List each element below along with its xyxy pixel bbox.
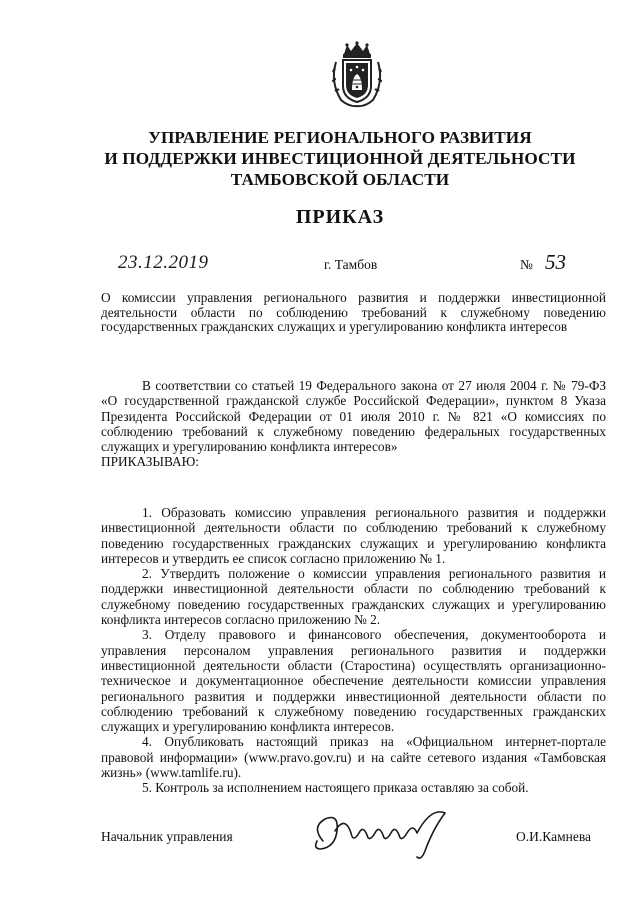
order-item-3: 3. Отделу правового и финансового обеспечения, документооборота и управления персоналом управления регионального развития и поддержки инвестиционной деятельности области (Старостина) осуществлять организационно-техническое и документационное обеспечение деятельности комиссии управления регионального развития и поддержки инвестиционной деятельности области по соблюдению требований к служебному поведению государственных гражданских служащих и урегулированию конфликта интересов.: [101, 627, 606, 735]
org-line-1: УПРАВЛЕНИЕ РЕГИОНАЛЬНОГО РАЗВИТИЯ: [148, 128, 532, 147]
org-line-3: ТАМБОВСКОЙ ОБЛАСТИ: [230, 170, 450, 189]
order-items: [101, 505, 606, 796]
order-item-4: 4. Опубликовать настоящий приказ на «Официальном интернет-портале правовой информации» (www.pravo.gov.ru) и на сайте сетевого издания «Тамбовская жизнь» (www.tamlife.ru).: [101, 734, 606, 781]
handwritten-date: 23.12.2019: [118, 252, 209, 273]
order-item-2: 2. Утвердить положение о комиссии управления регионального развития и поддержки инвестиционной деятельности области по соблюдению требований к служебному поведению государственных гражданских служащих и урегулированию конфликта интересов согласно приложению № 2.: [101, 566, 606, 628]
signatory-title: Начальник управления: [101, 829, 233, 844]
order-item-1: 1. Образовать комиссию управления регионального развития и поддержки инвестиционной деятельности области по соблюдению требований к служебному поведению государственных гражданских служащих и урегулированию конфликта интересов и утвердить ее список согласно приложению № 1.: [101, 505, 606, 566]
order-verb: ПРИКАЗЫВАЮ:: [101, 454, 199, 470]
handwritten-signature: [305, 803, 460, 863]
coat-of-arms-icon: [327, 40, 387, 110]
handwritten-number: 53: [545, 250, 566, 274]
organization-name: [60, 127, 620, 190]
document-type-title: ПРИКАЗ: [295, 206, 385, 228]
city-label: г. Тамбов: [324, 257, 378, 272]
number-sign: №: [520, 257, 533, 272]
signatory-name: О.И.Камнева: [516, 829, 592, 844]
preamble-text: В соответствии со статьей 19 Федерального закона от 27 июля 2004 г. № 79-ФЗ «О государственной гражданской службе Российской Федерации», пунктом 8 Указа Президента Российской Федерации от 01 июля 2010 г. № 821 «О комиссиях по соблюдению требований к служебному поведению федеральных государственных служащих и урегулированию конфликта интересов»: [101, 378, 606, 455]
order-subject: О комиссии управления регионального развития и поддержки инвестиционной деятельности области по соблюдению требований к служебному поведению государственных гражданских служащих и урегулированию конфликта интересов: [101, 290, 606, 334]
order-item-5: 5. Контроль за исполнением настоящего приказа оставляю за собой.: [142, 780, 529, 796]
org-line-2: И ПОДДЕРЖКИ ИНВЕСТИЦИОННОЙ ДЕЯТЕЛЬНОСТИ: [104, 149, 576, 168]
preamble: [101, 378, 606, 470]
